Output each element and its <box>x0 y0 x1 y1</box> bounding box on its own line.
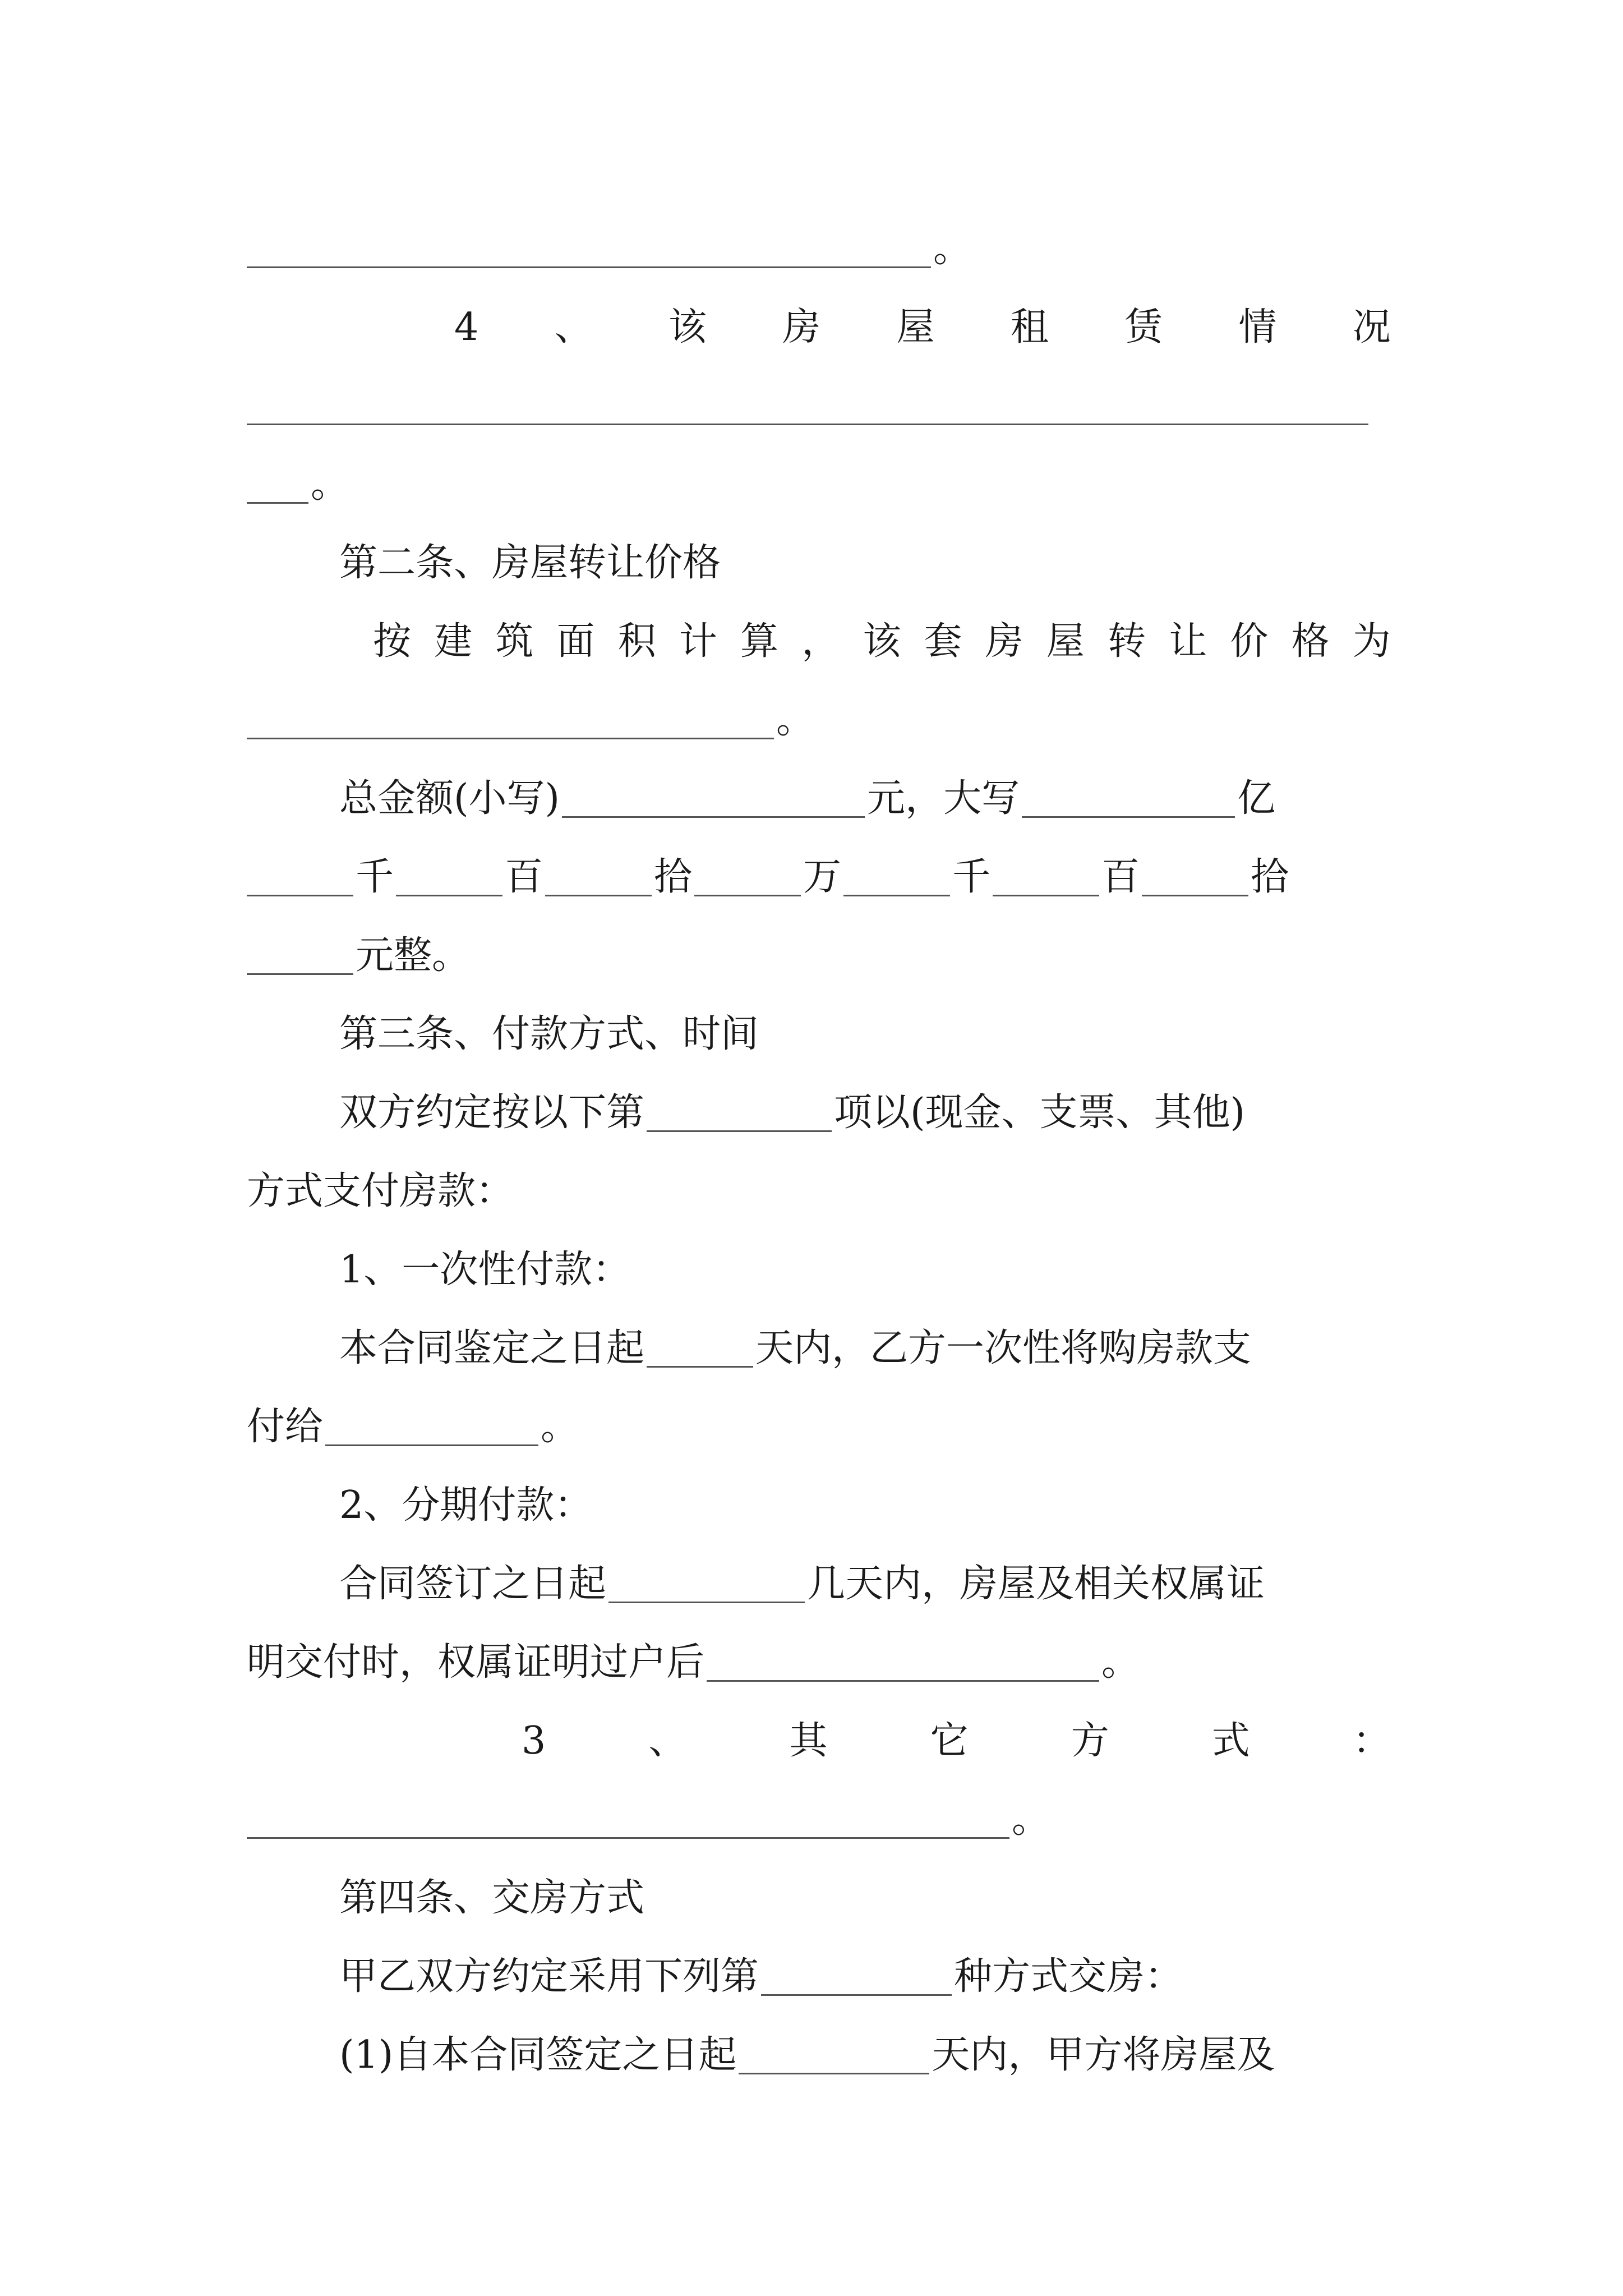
amount-unit: 百 <box>505 855 543 899</box>
text-segment: 。 <box>541 1405 579 1449</box>
amount-units-line <box>247 835 1391 899</box>
text-char: ： <box>1352 1719 1391 1763</box>
text-char: 让 <box>1169 619 1207 664</box>
text-char: 套 <box>924 619 962 664</box>
text-segment: 1、一次性付款： <box>339 1248 631 1292</box>
amount-digit-blank <box>396 860 502 896</box>
text-char: 价 <box>1230 619 1269 664</box>
text-segment: 。 <box>1101 1640 1140 1685</box>
fill-blank <box>761 1959 952 1996</box>
article-3-title <box>247 992 1483 1056</box>
article-title-text: 第四条、交房方式 <box>339 1876 645 1920</box>
amount-unit: 千 <box>952 855 991 899</box>
text-char: 它 <box>930 1719 969 1763</box>
text-segment: 种方式交房： <box>954 1954 1183 1999</box>
article-4-title <box>247 1856 1483 1920</box>
text-line <box>247 1777 1391 1842</box>
line-end: 。 <box>776 698 815 742</box>
text-line <box>247 678 1391 742</box>
text-line <box>247 2013 1483 2077</box>
text-line <box>247 1070 1483 1135</box>
text-char: 屋 <box>896 305 935 349</box>
fill-blank <box>247 1802 1009 1839</box>
fill-blank <box>247 389 1368 425</box>
total-amount-label: 总金额(小写) <box>339 776 560 821</box>
text-line <box>247 1384 1391 1449</box>
fill-blank <box>739 2038 929 2074</box>
article-2-title <box>247 521 1483 585</box>
fill-blank <box>247 232 931 268</box>
yuan-zheng: 元整。 <box>356 933 471 978</box>
amount-unit: 千 <box>356 855 394 899</box>
text-char: 赁 <box>1124 305 1163 349</box>
text-char: ， <box>801 619 840 664</box>
text-line <box>247 1542 1483 1606</box>
amount-unit: 拾 <box>654 855 693 899</box>
text-line <box>247 442 1391 507</box>
text-char: 、 <box>648 1719 687 1763</box>
fill-blank <box>325 1410 538 1446</box>
text-line <box>247 913 1391 978</box>
total-amount-line <box>247 756 1483 821</box>
text-char: 屋 <box>1046 619 1085 664</box>
text-segment: 付给 <box>247 1405 324 1449</box>
payment-option-2 <box>247 1463 1483 1525</box>
fill-blank <box>647 1096 832 1132</box>
amount-digit-blank <box>1142 860 1248 896</box>
text-segment: 项以(现金、支票、其他) <box>834 1091 1246 1135</box>
text-char: 、 <box>554 305 593 349</box>
text-char: 其 <box>789 1719 828 1763</box>
amount-unit: 万 <box>803 855 842 899</box>
payment-option-1 <box>247 1227 1483 1292</box>
text-char: 面 <box>556 619 595 664</box>
text-char: 该 <box>668 305 707 349</box>
text-segment: 甲乙双方约定采用下列第 <box>339 1954 759 1999</box>
price-description-line <box>247 599 1391 664</box>
text-line <box>247 364 1391 425</box>
text-char: 3 <box>522 1719 546 1763</box>
text-segment: 2、分期付款： <box>339 1483 593 1527</box>
text-line <box>247 206 1391 271</box>
text-line <box>247 1934 1483 1999</box>
fill-blank <box>247 703 774 739</box>
line-end: 。 <box>933 227 972 271</box>
text-char: 情 <box>1238 305 1277 349</box>
text-segment: 合同签订之日起 <box>339 1562 607 1606</box>
amount-digit-blank <box>694 860 801 896</box>
text-char: 该 <box>863 619 901 664</box>
text-line <box>247 1620 1391 1685</box>
text-char: 租 <box>1010 305 1049 349</box>
article-title-text: 第二条、房屋转让价格 <box>339 541 721 585</box>
unit-yi: 亿 <box>1237 776 1276 821</box>
amount-digit-blank <box>247 860 353 896</box>
text-char: 建 <box>434 619 473 664</box>
text-char: 4 <box>454 305 479 349</box>
fill-blank <box>707 1645 1099 1682</box>
text-char: 式 <box>1211 1719 1250 1763</box>
text-char: 况 <box>1352 305 1391 349</box>
text-char: 房 <box>985 619 1023 664</box>
amount-lowercase-blank <box>562 781 865 818</box>
fill-blank <box>647 1331 753 1368</box>
amount-digit-blank <box>843 860 950 896</box>
text-segment: 方式支付房款： <box>247 1169 514 1213</box>
amount-unit: 百 <box>1101 855 1140 899</box>
amount-digit-blank <box>993 860 1099 896</box>
amount-unit: 拾 <box>1251 855 1289 899</box>
text-char: 格 <box>1291 619 1330 664</box>
amount-digit-blank <box>545 860 652 896</box>
text-char: 方 <box>1071 1719 1109 1763</box>
text-char: 为 <box>1352 619 1391 664</box>
text-segment: 明交付时，权属证明过户后 <box>247 1640 705 1685</box>
text-char: 积 <box>617 619 656 664</box>
text-char: 转 <box>1108 619 1146 664</box>
text-segment: 天内，乙方一次性将购房款支 <box>755 1326 1252 1370</box>
fill-blank <box>247 467 308 504</box>
line-end: 。 <box>311 462 349 507</box>
amount-uppercase-label: 元，大写 <box>867 776 1020 821</box>
payment-option-3 <box>247 1699 1391 1763</box>
text-segment: 本合同鉴定之日起 <box>339 1326 645 1370</box>
text-char: 房 <box>782 305 821 349</box>
text-char: 按 <box>373 619 412 664</box>
text-line <box>247 1306 1483 1368</box>
text-segment: (1)自本合同签定之日起 <box>339 2033 737 2077</box>
text-char: 筑 <box>495 619 534 664</box>
text-segment: 双方约定按以下第 <box>339 1091 645 1135</box>
fill-blank <box>247 938 353 975</box>
fill-blank <box>608 1567 805 1603</box>
amount-uppercase-blank <box>1022 781 1235 818</box>
text-char: 算 <box>740 619 779 664</box>
text-line <box>247 1149 1391 1211</box>
article-title-text: 第三条、付款方式、时间 <box>339 1012 759 1056</box>
text-char: 计 <box>679 619 717 664</box>
text-segment: 天内，甲方将房屋及 <box>932 2033 1275 2077</box>
text-segment: 几天内，房屋及相关权属证 <box>807 1562 1265 1606</box>
line-end: 。 <box>1012 1797 1050 1842</box>
section-4-heading <box>247 285 1391 347</box>
